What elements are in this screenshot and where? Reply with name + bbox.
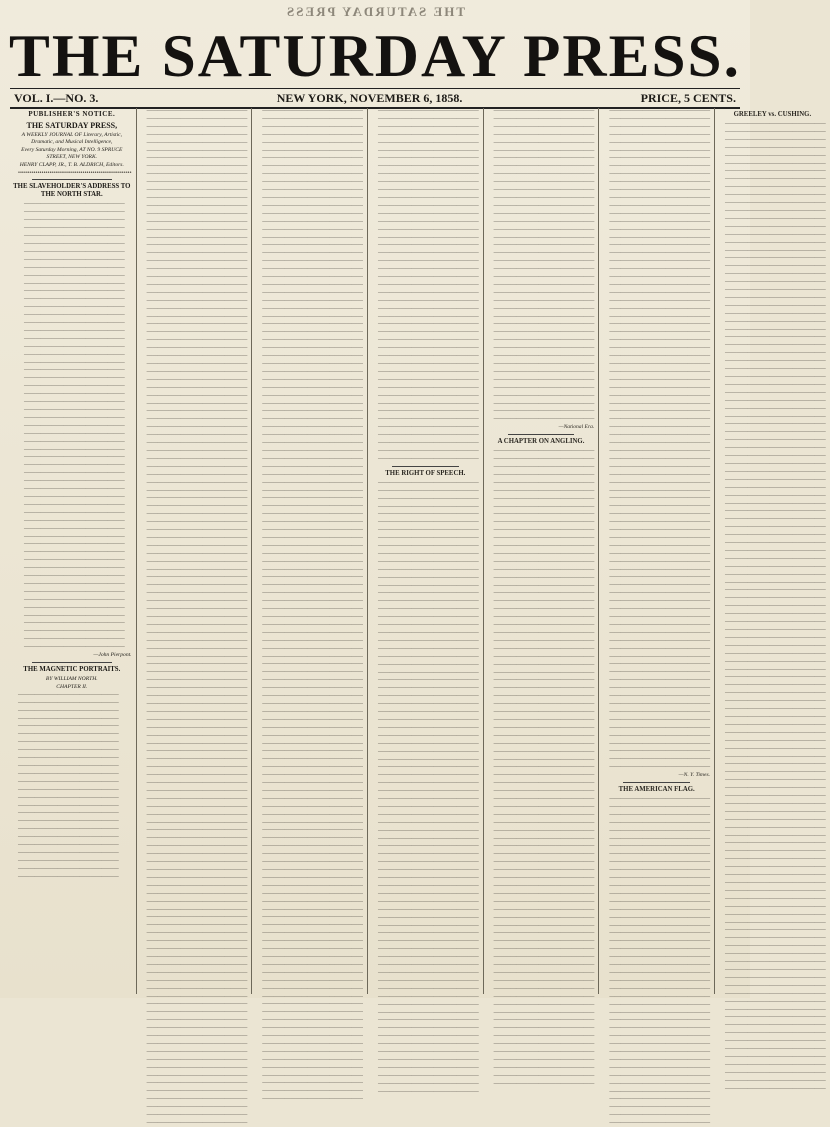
column-4: —————————————————— —————————————————— —————————————————— —————————————————— —————————————————— —————————————————— —————————————————— —————————————————— —————————————————— —————————————————— —————————————————— —————————————————— —————————————————— —————————————————— —————————————————— —————————————————— —————————————————— —————————————————— —————————————————— —————————————————— —————————————————— —————————————————— —————————————————— —————————————————— —————————————————— —————————————————— —————————————————— —————————————————— —————————————————— —————————————————— —————————————————— —————————————————— —————————————————— —————————————————— —————————————————— —————————————————— —————————————————— —————————————————— —————————————————— —————————————————— —————————————————— —————————————————— —————————————————— —————————————————— —————————————————— THE RIGHT OF SPEECH. —————————————————— —————————————————— —————————————————— —————————————————— —————————————————— —————————————————— —————————————————— —————————————————— —————————————————— —————————————————— —————————————————— —————————————————— —————————————————— —————————————————— —————————————————— —————————————————— —————————————————— —————————————————— —————————————————— —————————————————— —————————————————— —————————————————— —————————————————— —————————————————— —————————————————— —————————————————— —————————————————— —————————————————— —————————————————— —————————————————— —————————————————— —————————————————— —————————————————— —————————————————— —————————————————— —————————————————— —————————————————— —————————————————— —————————————————— —————————————————— —————————————————— —————————————————— —————————————————— —————————————————— —————————————————— —————————————————— —————————————————— —————————————————— —————————————————— —————————————————— —————————————————— —————————————————— —————————————————— —————————————————— —————————————————— —————————————————— —————————————————— —————————————————— —————————————————— —————————————————— —————————————————— —————————————————— —————————————————— —————————————————— —————————————————— —————————————————— —————————————————— —————————————————— —————————————————— —————————————————— —————————————————— —————————————————— —————————————————— —————————————————— —————————————————— —————————————————— —————————————————— —————————————————— xyxy=(368,108,484,994)
dateline-bar xyxy=(10,88,740,109)
columns xyxy=(8,108,826,1127)
publishers-notice-heading: PUBLISHER'S NOTICE. xyxy=(28,110,116,118)
editors-line: HENRY CLAPP, JR., T. B. ALDRICH, Editors. xyxy=(19,161,124,168)
column-7: GREELEY vs. CUSHING. —————————————————— —————————————————— —————————————————— —————————————————— —————————————————— —————————————————— —————————————————— —————————————————— —————————————————— —————————————————— —————————————————— —————————————————— —————————————————— —————————————————— —————————————————— —————————————————— —————————————————— —————————————————— —————————————————— —————————————————— —————————————————— —————————————————— —————————————————— —————————————————— —————————————————— —————————————————— —————————————————— —————————————————— —————————————————— —————————————————— —————————————————— —————————————————— —————————————————— —————————————————— —————————————————— —————————————————— —————————————————— —————————————————— —————————————————— —————————————————— —————————————————— —————————————————— —————————————————— —————————————————— —————————————————— —————————————————— —————————————————— —————————————————— —————————————————— —————————————————— —————————————————— —————————————————— —————————————————— —————————————————— —————————————————— —————————————————— —————————————————— —————————————————— —————————————————— —————————————————— —————————————————— —————————————————— —————————————————— —————————————————— —————————————————— —————————————————— —————————————————— —————————————————— —————————————————— —————————————————— —————————————————— —————————————————— —————————————————— —————————————————— —————————————————— —————————————————— —————————————————— —————————————————— —————————————————— —————————————————— —————————————————— —————————————————— —————————————————— —————————————————— —————————————————— —————————————————— —————————————————— —————————————————— —————————————————— —————————————————— —————————————————— —————————————————— —————————————————— —————————————————— —————————————————— —————————————————— —————————————————— —————————————————— —————————————————— —————————————————— —————————————————— —————————————————— —————————————————— —————————————————— —————————————————— —————————————————— —————————————————— —————————————————— —————————————————— —————————————————— —————————————————— —————————————————— —————————————————— —————————————————— —————————————————— —————————————————— —————————————————— —————————————————— —————————————————— —————————————————— —————————————————— —————————————————— —————————————————— xyxy=(715,108,830,994)
bleedthrough-text: THE SATURDAY PRESS xyxy=(285,4,466,19)
column-6: —————————————————— —————————————————— —————————————————— —————————————————— —————————————————— —————————————————— —————————————————— —————————————————— —————————————————— —————————————————— —————————————————— —————————————————— —————————————————— —————————————————— —————————————————— —————————————————— —————————————————— —————————————————— —————————————————— —————————————————— —————————————————— —————————————————— —————————————————— —————————————————— —————————————————— —————————————————— —————————————————— —————————————————— —————————————————— —————————————————— —————————————————— —————————————————— —————————————————— —————————————————— —————————————————— —————————————————— —————————————————— —————————————————— —————————————————— —————————————————— —————————————————— —————————————————— —————————————————— —————————————————— —————————————————— —————————————————— —————————————————— —————————————————— —————————————————— —————————————————— —————————————————— —————————————————— —————————————————— —————————————————— —————————————————— —————————————————— —————————————————— —————————————————— —————————————————— —————————————————— —————————————————— —————————————————— —————————————————— —————————————————— —————————————————— —————————————————— —————————————————— —————————————————— —————————————————— —————————————————— —————————————————— —————————————————— —————————————————— —————————————————— —————————————————— —————————————————— —————————————————— —————————————————— —————————————————— —————————————————— —————————————————— —————————————————— —————————————————— —————————————————— —N. Y. Times. THE AMERICAN FLAG. —————————————————— —————————————————— —————————————————— —————————————————— —————————————————— —————————————————— —————————————————— —————————————————— —————————————————— —————————————————— —————————————————— —————————————————— —————————————————— —————————————————— —————————————————— —————————————————— —————————————————— —————————————————— —————————————————— —————————————————— —————————————————— —————————————————— —————————————————— —————————————————— —————————————————— —————————————————— —————————————————— —————————————————— —————————————————— —————————————————— —————————————————— —————————————————— —————————————————— —————————————————— —————————————————— —————————————————— —————————————————— —————————————————— —————————————————— —————————————————— —————————————————— —————————————————— xyxy=(599,108,715,994)
column-5: —————————————————— —————————————————— —————————————————— —————————————————— —————————————————— —————————————————— —————————————————— —————————————————— —————————————————— —————————————————— —————————————————— —————————————————— —————————————————— —————————————————— —————————————————— —————————————————— —————————————————— —————————————————— —————————————————— —————————————————— —————————————————— —————————————————— —————————————————— —————————————————— —————————————————— —————————————————— —————————————————— —————————————————— —————————————————— —————————————————— —————————————————— —————————————————— —————————————————— —————————————————— —————————————————— —————————————————— —————————————————— —————————————————— —————————————————— —————————————————— —National Era. A CHAPTER ON ANGLING. —————————————————— —————————————————— —————————————————— —————————————————— —————————————————— —————————————————— —————————————————— —————————————————— —————————————————— —————————————————— —————————————————— —————————————————— —————————————————— —————————————————— —————————————————— —————————————————— —————————————————— —————————————————— —————————————————— —————————————————— —————————————————— —————————————————— —————————————————— —————————————————— —————————————————— —————————————————— —————————————————— —————————————————— —————————————————— —————————————————— —————————————————— —————————————————— —————————————————— —————————————————— —————————————————— —————————————————— —————————————————— —————————————————— —————————————————— —————————————————— —————————————————— —————————————————— —————————————————— —————————————————— —————————————————— —————————————————— —————————————————— —————————————————— —————————————————— —————————————————— —————————————————— —————————————————— —————————————————— —————————————————— —————————————————— —————————————————— —————————————————— —————————————————— —————————————————— —————————————————— —————————————————— —————————————————— —————————————————— —————————————————— —————————————————— —————————————————— —————————————————— —————————————————— —————————————————— —————————————————— —————————————————— —————————————————— —————————————————— —————————————————— —————————————————— —————————————————— —————————————————— —————————————————— —————————————————— —————————————————— —————————————————— xyxy=(484,108,600,994)
price: PRICE, 5 CENTS. xyxy=(640,90,736,105)
notice-body: •••••••••••••••••••••••••••••••••••••••••••••••••••••••••• xyxy=(18,169,132,176)
american-flag-heading: THE AMERICAN FLAG. xyxy=(618,786,695,794)
article-body: —————————————————— —————————————————— —————————————————— —————————————————— —————————————————— —————————————————— —————————————————— —————————————————— —————————————————— —————————————————— —————————————————— —————————————————— —————————————————— —————————————————— —————————————————— —————————————————— —————————————————— —————————————————— —————————————————— —————————————————— —————————————————— —————————————————— —————————————————— —————————————————— xyxy=(18,691,119,880)
place-date: NEW YORK, NOVEMBER 6, 1858. xyxy=(276,90,463,105)
publication-schedule: Every Saturday Morning, AT NO. 9 SPRUCE STREET, NEW YORK. xyxy=(21,146,123,160)
article-title: THE MAGNETIC PORTRAITS. xyxy=(23,666,121,673)
article-author: BY WILLIAM NORTH. xyxy=(45,676,98,682)
masthead-title: THE SATURDAY PRESS. xyxy=(8,23,741,89)
volume-number: VOL. I.—NO. 3. xyxy=(14,90,99,105)
column-3: —————————————————— —————————————————— —————————————————— —————————————————— —————————————————— —————————————————— —————————————————— —————————————————— —————————————————— —————————————————— —————————————————— —————————————————— —————————————————— —————————————————— —————————————————— —————————————————— —————————————————— —————————————————— —————————————————— —————————————————— —————————————————— —————————————————— —————————————————— —————————————————— —————————————————— —————————————————— —————————————————— —————————————————— —————————————————— —————————————————— —————————————————— —————————————————— —————————————————— —————————————————— —————————————————— —————————————————— —————————————————— —————————————————— —————————————————— —————————————————— —————————————————— —————————————————— —————————————————— —————————————————— —————————————————— —————————————————— —————————————————— —————————————————— —————————————————— —————————————————— —————————————————— —————————————————— —————————————————— —————————————————— —————————————————— —————————————————— —————————————————— —————————————————— —————————————————— —————————————————— —————————————————— —————————————————— —————————————————— —————————————————— —————————————————— —————————————————— —————————————————— —————————————————— —————————————————— —————————————————— —————————————————— —————————————————— —————————————————— —————————————————— —————————————————— —————————————————— —————————————————— —————————————————— —————————————————— —————————————————— —————————————————— —————————————————— —————————————————— —————————————————— —————————————————— —————————————————— —————————————————— —————————————————— —————————————————— —————————————————— —————————————————— —————————————————— —————————————————— —————————————————— —————————————————— —————————————————— —————————————————— —————————————————— —————————————————— —————————————————— —————————————————— —————————————————— —————————————————— —————————————————— —————————————————— —————————————————— —————————————————— —————————————————— —————————————————— —————————————————— —————————————————— —————————————————— —————————————————— —————————————————— —————————————————— —————————————————— —————————————————— —————————————————— —————————————————— —————————————————— —————————————————— —————————————————— —————————————————— —————————————————— —————————————————— —————————————————— xyxy=(252,108,368,994)
greeley-cushing-heading: GREELEY vs. CUSHING. xyxy=(733,111,812,118)
angling-heading: A CHAPTER ON ANGLING. xyxy=(497,438,585,446)
poem-title: THE SLAVEHOLDER'S ADDRESS TO THE NORTH STAR. xyxy=(13,183,131,199)
poem-body: —————————————————— —————————————————— —————————————————— —————————————————— —————————————————— —————————————————— —————————————————— —————————————————— —————————————————— —————————————————— —————————————————— —————————————————— —————————————————— —————————————————— —————————————————— —————————————————— —————————————————— —————————————————— —————————————————— —————————————————— —————————————————— —————————————————— —————————————————— —————————————————— —————————————————— —————————————————— —————————————————— —————————————————— —————————————————— —————————————————— —————————————————— —————————————————— —————————————————— —————————————————— —————————————————— —————————————————— —————————————————— —————————————————— —————————————————— —————————————————— —————————————————— —————————————————— —————————————————— —————————————————— —————————————————— —————————————————— —————————————————— —————————————————— —————————————————— —————————————————— —————————————————— —————————————————— —————————————————— —————————————————— —————————————————— —————————————————— —————————————————— xyxy=(24,201,125,651)
column-2: —————————————————— —————————————————— —————————————————— —————————————————— —————————————————— —————————————————— —————————————————— —————————————————— —————————————————— —————————————————— —————————————————— —————————————————— —————————————————— —————————————————— —————————————————— —————————————————— —————————————————— —————————————————— —————————————————— —————————————————— —————————————————— —————————————————— —————————————————— —————————————————— —————————————————— —————————————————— —————————————————— —————————————————— —————————————————— —————————————————— —————————————————— —————————————————— —————————————————— —————————————————— —————————————————— —————————————————— —————————————————— —————————————————— —————————————————— —————————————————— —————————————————— —————————————————— —————————————————— —————————————————— —————————————————— —————————————————— —————————————————— —————————————————— —————————————————— —————————————————— —————————————————— —————————————————— —————————————————— —————————————————— —————————————————— —————————————————— —————————————————— —————————————————— —————————————————— —————————————————— —————————————————— —————————————————— —————————————————— —————————————————— —————————————————— —————————————————— —————————————————— —————————————————— —————————————————— —————————————————— —————————————————— —————————————————— —————————————————— —————————————————— —————————————————— —————————————————— —————————————————— —————————————————— —————————————————— —————————————————— —————————————————— —————————————————— —————————————————— —————————————————— —————————————————— —————————————————— —————————————————— —————————————————— —————————————————— —————————————————— —————————————————— —————————————————— —————————————————— —————————————————— —————————————————— —————————————————— —————————————————— —————————————————— —————————————————— —————————————————— —————————————————— —————————————————— —————————————————— —————————————————— —————————————————— —————————————————— —————————————————— —————————————————— —————————————————— —————————————————— —————————————————— —————————————————— —————————————————— —————————————————— —————————————————— —————————————————— —————————————————— —————————————————— —————————————————— —————————————————— —————————————————— —————————————————— —————————————————— —————————————————— —————————————————— —————————————————— —————————————————— —————————————————— —————————————————— xyxy=(137,108,253,994)
paper-description: A WEEKLY JOURNAL OF Literary, Artistic, Dramatic, and Musical Intelligence, xyxy=(21,132,123,145)
national-era-source: —National Era. xyxy=(558,424,595,431)
chapter-label: CHAPTER II. xyxy=(56,683,88,690)
column-1 xyxy=(8,108,137,994)
right-of-speech-heading: THE RIGHT OF SPEECH. xyxy=(385,469,466,477)
poem-author: —John Pierpont. xyxy=(93,652,132,659)
paper-name: THE SATURDAY PRESS, xyxy=(26,121,118,130)
ny-times-source: —N. Y. Times. xyxy=(678,772,711,779)
